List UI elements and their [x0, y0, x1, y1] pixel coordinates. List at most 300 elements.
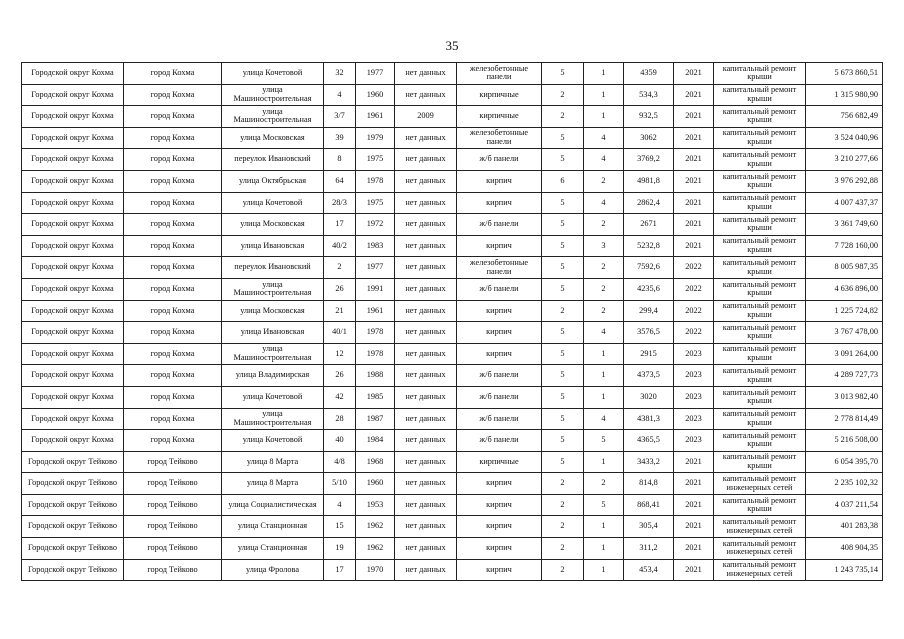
cell-street: переулок Ивановский: [222, 149, 324, 171]
cell-overhaul-year: 2009: [395, 106, 457, 128]
cell-settlement: город Кохма: [124, 235, 222, 257]
table-row: [22, 192, 883, 214]
cell-settlement: город Кохма: [124, 84, 222, 106]
cell-floors: 2: [542, 300, 584, 322]
table-row: [22, 516, 883, 538]
table-row: [22, 473, 883, 495]
cell-area: 305,4: [624, 516, 674, 538]
cell-work-type: капитальный ремонт крыши: [714, 386, 806, 408]
cell-municipality: Городской округ Кохма: [22, 343, 124, 365]
cell-work-type: капитальный ремонт крыши: [714, 127, 806, 149]
cell-work-type: капитальный ремонт крыши: [714, 278, 806, 300]
cell-work-type: капитальный ремонт крыши: [714, 214, 806, 236]
table-body: [22, 63, 883, 581]
cell-floors: 5: [542, 451, 584, 473]
cell-plan-year: 2023: [674, 343, 714, 365]
table-row: [22, 494, 883, 516]
cell-floors: 5: [542, 149, 584, 171]
cell-municipality: Городской округ Кохма: [22, 408, 124, 430]
cell-cost: 4 636 896,00: [806, 278, 883, 300]
cell-build-year: 1970: [356, 559, 395, 581]
cell-work-type: капитальный ремонт инженерных сетей: [714, 473, 806, 495]
cell-area: 4235,6: [624, 278, 674, 300]
cell-overhaul-year: нет данных: [395, 386, 457, 408]
cell-street: улица Ивановская: [222, 235, 324, 257]
cell-build-year: 1953: [356, 494, 395, 516]
cell-entrances: 1: [584, 386, 624, 408]
cell-wall-material: железобетонные панели: [457, 127, 542, 149]
cell-street: улица Московская: [222, 214, 324, 236]
cell-settlement: город Кохма: [124, 127, 222, 149]
cell-cost: 3 767 478,00: [806, 322, 883, 344]
cell-cost: 756 682,49: [806, 106, 883, 128]
cell-cost: 401 283,38: [806, 516, 883, 538]
cell-municipality: Городской округ Кохма: [22, 365, 124, 387]
table-row: [22, 149, 883, 171]
cell-house-number: 3/7: [324, 106, 356, 128]
cell-house-number: 28: [324, 408, 356, 430]
cell-build-year: 1978: [356, 343, 395, 365]
cell-build-year: 1991: [356, 278, 395, 300]
cell-entrances: 4: [584, 149, 624, 171]
cell-street: переулок Ивановский: [222, 257, 324, 279]
cell-street: улица Машиностроительная: [222, 343, 324, 365]
cell-area: 3062: [624, 127, 674, 149]
cell-build-year: 1977: [356, 257, 395, 279]
cell-house-number: 12: [324, 343, 356, 365]
cell-cost: 408 904,35: [806, 538, 883, 560]
cell-overhaul-year: нет данных: [395, 192, 457, 214]
cell-overhaul-year: нет данных: [395, 214, 457, 236]
cell-build-year: 1960: [356, 84, 395, 106]
cell-floors: 5: [542, 365, 584, 387]
cell-municipality: Городской округ Тейково: [22, 538, 124, 560]
table-row: [22, 214, 883, 236]
cell-overhaul-year: нет данных: [395, 300, 457, 322]
cell-wall-material: кирпич: [457, 516, 542, 538]
cell-municipality: Городской округ Кохма: [22, 322, 124, 344]
cell-plan-year: 2023: [674, 365, 714, 387]
cell-street: улица Ивановская: [222, 322, 324, 344]
cell-wall-material: ж/б панели: [457, 386, 542, 408]
cell-house-number: 26: [324, 278, 356, 300]
cell-overhaul-year: нет данных: [395, 127, 457, 149]
cell-floors: 2: [542, 516, 584, 538]
cell-work-type: капитальный ремонт крыши: [714, 451, 806, 473]
cell-floors: 2: [542, 473, 584, 495]
cell-wall-material: ж/б панели: [457, 365, 542, 387]
cell-plan-year: 2021: [674, 451, 714, 473]
cell-settlement: город Кохма: [124, 149, 222, 171]
cell-overhaul-year: нет данных: [395, 559, 457, 581]
cell-work-type: капитальный ремонт крыши: [714, 408, 806, 430]
cell-build-year: 1961: [356, 106, 395, 128]
cell-settlement: город Кохма: [124, 386, 222, 408]
table-row: [22, 127, 883, 149]
table-row: [22, 106, 883, 128]
table-row: [22, 170, 883, 192]
cell-cost: 4 289 727,73: [806, 365, 883, 387]
cell-work-type: капитальный ремонт крыши: [714, 322, 806, 344]
table-row: [22, 538, 883, 560]
cell-wall-material: ж/б панели: [457, 149, 542, 171]
cell-work-type: капитальный ремонт крыши: [714, 170, 806, 192]
cell-street: улица Кочетовой: [222, 63, 324, 85]
cell-build-year: 1988: [356, 365, 395, 387]
table-row: [22, 235, 883, 257]
cell-municipality: Городской округ Кохма: [22, 84, 124, 106]
cell-municipality: Городской округ Кохма: [22, 235, 124, 257]
cell-area: 299,4: [624, 300, 674, 322]
cell-cost: 2 778 814,49: [806, 408, 883, 430]
cell-house-number: 19: [324, 538, 356, 560]
cell-work-type: капитальный ремонт крыши: [714, 300, 806, 322]
cell-entrances: 4: [584, 127, 624, 149]
cell-build-year: 1961: [356, 300, 395, 322]
cell-settlement: город Кохма: [124, 408, 222, 430]
cell-municipality: Городской округ Кохма: [22, 127, 124, 149]
cell-settlement: город Тейково: [124, 473, 222, 495]
cell-work-type: капитальный ремонт крыши: [714, 192, 806, 214]
cell-house-number: 40: [324, 430, 356, 452]
cell-build-year: 1987: [356, 408, 395, 430]
cell-work-type: капитальный ремонт крыши: [714, 494, 806, 516]
cell-settlement: город Кохма: [124, 322, 222, 344]
cell-work-type: капитальный ремонт крыши: [714, 365, 806, 387]
cell-area: 4381,3: [624, 408, 674, 430]
cell-wall-material: кирпичные: [457, 84, 542, 106]
cell-area: 2862,4: [624, 192, 674, 214]
cell-municipality: Городской округ Кохма: [22, 278, 124, 300]
cell-work-type: капитальный ремонт инженерных сетей: [714, 516, 806, 538]
cell-entrances: 3: [584, 235, 624, 257]
cell-floors: 5: [542, 278, 584, 300]
cell-floors: 5: [542, 408, 584, 430]
cell-entrances: 1: [584, 538, 624, 560]
cell-build-year: 1979: [356, 127, 395, 149]
cell-entrances: 1: [584, 559, 624, 581]
cell-municipality: Городской округ Кохма: [22, 170, 124, 192]
table-row: [22, 63, 883, 85]
cell-cost: 1 315 980,90: [806, 84, 883, 106]
cell-work-type: капитальный ремонт крыши: [714, 84, 806, 106]
table-row: [22, 386, 883, 408]
cell-plan-year: 2021: [674, 84, 714, 106]
table-row: [22, 365, 883, 387]
cell-cost: 3 091 264,00: [806, 343, 883, 365]
cell-entrances: 1: [584, 84, 624, 106]
cell-area: 534,3: [624, 84, 674, 106]
cell-floors: 5: [542, 214, 584, 236]
cell-cost: 5 216 508,00: [806, 430, 883, 452]
cell-entrances: 2: [584, 170, 624, 192]
cell-overhaul-year: нет данных: [395, 408, 457, 430]
cell-work-type: капитальный ремонт инженерных сетей: [714, 559, 806, 581]
cell-street: улица 8 Марта: [222, 473, 324, 495]
cell-street: улица Станционная: [222, 516, 324, 538]
cell-wall-material: ж/б панели: [457, 408, 542, 430]
cell-municipality: Городской округ Тейково: [22, 516, 124, 538]
cell-entrances: 2: [584, 473, 624, 495]
cell-street: улица 8 Марта: [222, 451, 324, 473]
cell-overhaul-year: нет данных: [395, 235, 457, 257]
cell-plan-year: 2021: [674, 127, 714, 149]
cell-settlement: город Кохма: [124, 300, 222, 322]
cell-overhaul-year: нет данных: [395, 257, 457, 279]
cell-build-year: 1978: [356, 322, 395, 344]
cell-street: улица Машиностроительная: [222, 106, 324, 128]
cell-floors: 2: [542, 106, 584, 128]
cell-cost: 3 361 749,60: [806, 214, 883, 236]
cell-overhaul-year: нет данных: [395, 473, 457, 495]
cell-entrances: 5: [584, 494, 624, 516]
cell-area: 932,5: [624, 106, 674, 128]
cell-house-number: 8: [324, 149, 356, 171]
cell-house-number: 28/3: [324, 192, 356, 214]
cell-settlement: город Кохма: [124, 214, 222, 236]
cell-house-number: 64: [324, 170, 356, 192]
cell-settlement: город Кохма: [124, 170, 222, 192]
cell-overhaul-year: нет данных: [395, 322, 457, 344]
cell-house-number: 26: [324, 365, 356, 387]
cell-work-type: капитальный ремонт инженерных сетей: [714, 538, 806, 560]
cell-entrances: 5: [584, 430, 624, 452]
cell-house-number: 4: [324, 84, 356, 106]
cell-house-number: 5/10: [324, 473, 356, 495]
cell-plan-year: 2022: [674, 278, 714, 300]
cell-floors: 5: [542, 430, 584, 452]
table-row: [22, 451, 883, 473]
cell-street: улица Социалистическая: [222, 494, 324, 516]
cell-municipality: Городской округ Кохма: [22, 430, 124, 452]
cell-floors: 5: [542, 235, 584, 257]
cell-wall-material: железобетонные панели: [457, 63, 542, 85]
cell-cost: 3 524 040,96: [806, 127, 883, 149]
cell-settlement: город Тейково: [124, 451, 222, 473]
cell-municipality: Городской округ Кохма: [22, 149, 124, 171]
cell-wall-material: кирпичные: [457, 106, 542, 128]
cell-floors: 5: [542, 127, 584, 149]
cell-entrances: 4: [584, 408, 624, 430]
cell-street: улица Машиностроительная: [222, 278, 324, 300]
cell-area: 2915: [624, 343, 674, 365]
cell-municipality: Городской округ Кохма: [22, 192, 124, 214]
cell-plan-year: 2022: [674, 300, 714, 322]
table-row: [22, 84, 883, 106]
cell-entrances: 2: [584, 278, 624, 300]
cell-cost: 4 007 437,37: [806, 192, 883, 214]
cell-overhaul-year: нет данных: [395, 538, 457, 560]
cell-house-number: 17: [324, 559, 356, 581]
cell-work-type: капитальный ремонт крыши: [714, 63, 806, 85]
cell-house-number: 15: [324, 516, 356, 538]
cell-overhaul-year: нет данных: [395, 451, 457, 473]
page-number: 35: [445, 38, 459, 53]
cell-wall-material: кирпич: [457, 322, 542, 344]
cell-floors: 2: [542, 538, 584, 560]
cell-build-year: 1975: [356, 149, 395, 171]
table-row: [22, 408, 883, 430]
cell-street: улица Машиностроительная: [222, 84, 324, 106]
cell-municipality: Городской округ Тейково: [22, 494, 124, 516]
cell-street: улица Октябрьская: [222, 170, 324, 192]
cell-area: 4365,5: [624, 430, 674, 452]
cell-settlement: город Кохма: [124, 278, 222, 300]
cell-overhaul-year: нет данных: [395, 149, 457, 171]
cell-street: улица Владимирская: [222, 365, 324, 387]
table-row: [22, 322, 883, 344]
cell-area: 3020: [624, 386, 674, 408]
cell-entrances: 1: [584, 451, 624, 473]
cell-plan-year: 2021: [674, 473, 714, 495]
cell-plan-year: 2022: [674, 322, 714, 344]
cell-entrances: 1: [584, 365, 624, 387]
cell-cost: 3 013 982,40: [806, 386, 883, 408]
cell-street: улица Московская: [222, 300, 324, 322]
cell-overhaul-year: нет данных: [395, 170, 457, 192]
cell-entrances: 1: [584, 516, 624, 538]
cell-plan-year: 2021: [674, 538, 714, 560]
cell-entrances: 1: [584, 106, 624, 128]
cell-work-type: капитальный ремонт крыши: [714, 430, 806, 452]
cell-work-type: капитальный ремонт крыши: [714, 257, 806, 279]
cell-wall-material: кирпичные: [457, 451, 542, 473]
cell-area: 3433,2: [624, 451, 674, 473]
cell-municipality: Городской округ Тейково: [22, 473, 124, 495]
cell-plan-year: 2021: [674, 214, 714, 236]
cell-entrances: 2: [584, 300, 624, 322]
cell-settlement: город Тейково: [124, 538, 222, 560]
cell-entrances: 2: [584, 257, 624, 279]
cell-plan-year: 2021: [674, 63, 714, 85]
cell-plan-year: 2022: [674, 257, 714, 279]
cell-house-number: 32: [324, 63, 356, 85]
cell-area: 7592,6: [624, 257, 674, 279]
cell-street: улица Машиностроительная: [222, 408, 324, 430]
cell-work-type: капитальный ремонт крыши: [714, 149, 806, 171]
cell-wall-material: кирпич: [457, 538, 542, 560]
cell-wall-material: кирпич: [457, 235, 542, 257]
cell-floors: 5: [542, 343, 584, 365]
cell-cost: 1 243 735,14: [806, 559, 883, 581]
cell-overhaul-year: нет данных: [395, 494, 457, 516]
cell-build-year: 1962: [356, 538, 395, 560]
cell-floors: 2: [542, 559, 584, 581]
cell-entrances: 1: [584, 343, 624, 365]
cell-wall-material: кирпич: [457, 170, 542, 192]
cell-municipality: Городской округ Тейково: [22, 559, 124, 581]
cell-settlement: город Тейково: [124, 494, 222, 516]
cell-overhaul-year: нет данных: [395, 343, 457, 365]
cell-area: 453,4: [624, 559, 674, 581]
cell-cost: 2 235 102,32: [806, 473, 883, 495]
cell-work-type: капитальный ремонт крыши: [714, 235, 806, 257]
cell-floors: 6: [542, 170, 584, 192]
cell-plan-year: 2023: [674, 386, 714, 408]
cell-build-year: 1984: [356, 430, 395, 452]
cell-settlement: город Кохма: [124, 365, 222, 387]
cell-house-number: 39: [324, 127, 356, 149]
cell-area: 3576,5: [624, 322, 674, 344]
cell-floors: 5: [542, 192, 584, 214]
cell-build-year: 1983: [356, 235, 395, 257]
cell-street: улица Кочетовой: [222, 430, 324, 452]
cell-build-year: 1972: [356, 214, 395, 236]
cell-wall-material: кирпич: [457, 192, 542, 214]
table-row: [22, 559, 883, 581]
cell-floors: 2: [542, 84, 584, 106]
cell-house-number: 40/1: [324, 322, 356, 344]
cell-cost: 3 210 277,66: [806, 149, 883, 171]
cell-plan-year: 2021: [674, 516, 714, 538]
cell-overhaul-year: нет данных: [395, 516, 457, 538]
cell-area: 4359: [624, 63, 674, 85]
cell-area: 4373,5: [624, 365, 674, 387]
cell-floors: 2: [542, 494, 584, 516]
cell-street: улица Кочетовой: [222, 386, 324, 408]
cell-wall-material: кирпич: [457, 300, 542, 322]
cell-floors: 5: [542, 257, 584, 279]
cell-municipality: Городской округ Кохма: [22, 300, 124, 322]
cell-plan-year: 2023: [674, 408, 714, 430]
cell-cost: 6 054 395,70: [806, 451, 883, 473]
cell-settlement: город Кохма: [124, 106, 222, 128]
cell-floors: 5: [542, 63, 584, 85]
cell-wall-material: железобетонные панели: [457, 257, 542, 279]
cell-area: 5232,8: [624, 235, 674, 257]
cell-wall-material: ж/б панели: [457, 430, 542, 452]
cell-cost: 1 225 724,82: [806, 300, 883, 322]
cell-house-number: 4: [324, 494, 356, 516]
cell-municipality: Городской округ Кохма: [22, 106, 124, 128]
cell-wall-material: ж/б панели: [457, 278, 542, 300]
cell-settlement: город Кохма: [124, 63, 222, 85]
cell-house-number: 4/8: [324, 451, 356, 473]
cell-settlement: город Тейково: [124, 559, 222, 581]
cell-house-number: 40/2: [324, 235, 356, 257]
cell-house-number: 2: [324, 257, 356, 279]
cell-cost: 3 976 292,88: [806, 170, 883, 192]
housing-repair-table: [21, 62, 883, 581]
table-row: [22, 430, 883, 452]
cell-settlement: город Кохма: [124, 192, 222, 214]
cell-street: улица Станционная: [222, 538, 324, 560]
cell-wall-material: кирпич: [457, 343, 542, 365]
cell-house-number: 17: [324, 214, 356, 236]
cell-settlement: город Кохма: [124, 430, 222, 452]
cell-build-year: 1985: [356, 386, 395, 408]
cell-municipality: Городской округ Кохма: [22, 257, 124, 279]
cell-municipality: Городской округ Тейково: [22, 451, 124, 473]
cell-plan-year: 2021: [674, 170, 714, 192]
cell-street: улица Московская: [222, 127, 324, 149]
cell-settlement: город Кохма: [124, 257, 222, 279]
cell-house-number: 21: [324, 300, 356, 322]
table-row: [22, 343, 883, 365]
cell-cost: 5 673 860,51: [806, 63, 883, 85]
cell-wall-material: кирпич: [457, 473, 542, 495]
cell-plan-year: 2023: [674, 430, 714, 452]
cell-cost: 7 728 160,00: [806, 235, 883, 257]
cell-plan-year: 2021: [674, 559, 714, 581]
cell-settlement: город Тейково: [124, 516, 222, 538]
table-row: [22, 257, 883, 279]
cell-build-year: 1968: [356, 451, 395, 473]
table-row: [22, 278, 883, 300]
cell-municipality: Городской округ Кохма: [22, 386, 124, 408]
cell-overhaul-year: нет данных: [395, 365, 457, 387]
cell-wall-material: ж/б панели: [457, 214, 542, 236]
